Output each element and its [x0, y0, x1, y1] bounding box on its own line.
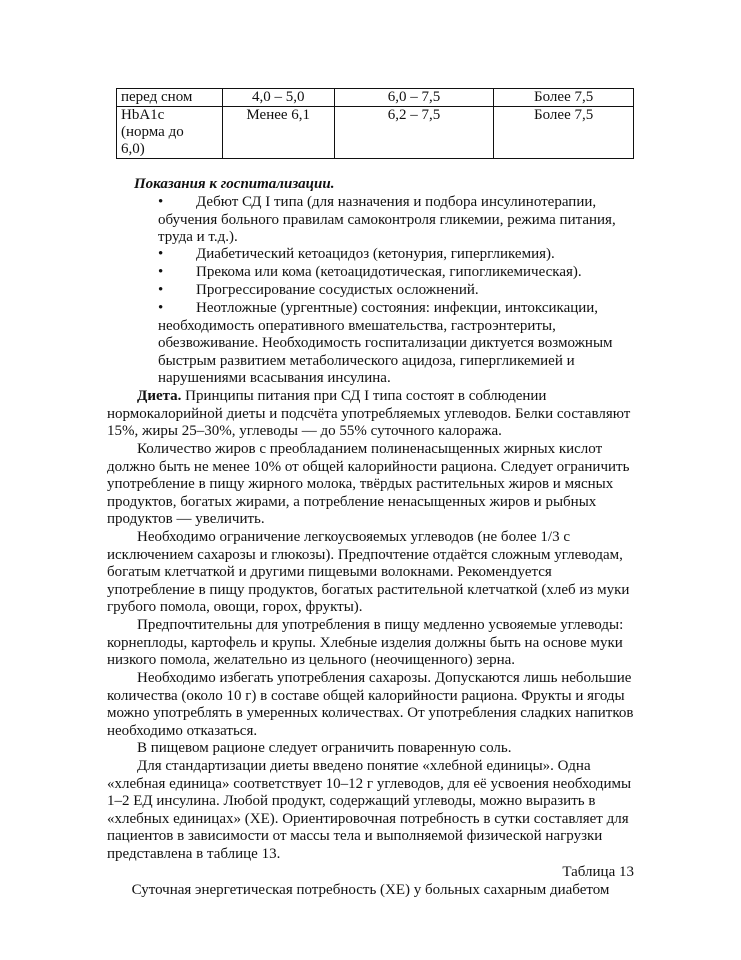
table-cell: перед сном	[117, 89, 223, 107]
paragraph-line: Для стандартизации диеты введено понятие «хлебной единицы». Одна	[137, 758, 591, 774]
list-item	[158, 264, 634, 282]
paragraph-line: употребление в пищу продуктов, богатых растительной клетчаткой (хлеб из муки	[107, 581, 630, 598]
paragraph-line: Необходимо избегать употребления сахарозы. Допускаются лишь небольшие	[137, 670, 632, 686]
table-cell: 6,0 – 7,5	[334, 89, 494, 107]
table-cell: Менее 6,1	[222, 107, 334, 159]
list-item-line: Неотложные (ургентные) состояния: инфекции, интоксикации,	[196, 300, 599, 316]
paragraph-line: исключением сахарозы и глюкозы). Предпочтение отдаётся сложным углеводам,	[107, 546, 623, 563]
paragraph-line: представлена в таблице 13.	[107, 845, 281, 862]
table-cell: 6,2 – 7,5	[334, 107, 494, 159]
list-item-line: Прогрессирование сосудистых осложнений.	[196, 282, 479, 298]
paragraph	[107, 441, 634, 529]
table-cell: Более 7,5	[494, 89, 634, 107]
table-row	[117, 107, 634, 159]
list-item-line: быстрым развитием метаболического ацидоза, гипергликемией и	[158, 352, 575, 369]
paragraph-line: можно употреблять в умеренных количествах. От употребления сладких напитков	[107, 705, 634, 722]
paragraph	[107, 740, 634, 758]
paragraph-line: употребление в пищу жирного молока, твёрдых растительных жиров и мясных	[107, 476, 614, 493]
paragraph	[107, 670, 634, 740]
cell-line: HbA1c	[121, 107, 165, 123]
paragraph-line: богатым клетчаткой и другими пищевыми волокнами. Рекомендуется	[107, 564, 552, 581]
list-item	[158, 194, 634, 247]
paragraph	[107, 758, 634, 864]
paragraph-line: «хлебных единицах» (ХЕ). Ориентировочная потребность в сутки составляет для	[107, 810, 629, 827]
bullet-icon: •	[158, 282, 164, 298]
table-cell: 4,0 – 5,0	[222, 89, 334, 107]
paragraph-line: должно быть не менее 10% от общей калорийности рациона. Следует ограничить	[107, 458, 630, 475]
paragraph-line: необходимо отказаться.	[107, 722, 258, 739]
paragraph-line: Предпочтительны для употребления в пищу медленно усвояемые углеводы:	[137, 617, 624, 633]
paragraph-line: продуктов, богатых жирами, а потребление ненасыщенных жиров и рыбных	[107, 493, 597, 510]
diet-paragraph	[107, 388, 634, 441]
list-item-line: Диабетический кетоацидоз (кетонурия, гипергликемия).	[196, 246, 555, 262]
list-item	[158, 246, 634, 264]
list-item-line: нарушениями всасывания инсулина.	[158, 370, 391, 387]
list-item-line: Прекома или кома (кетоацидотическая, гипогликемическая).	[196, 264, 582, 280]
paragraph	[107, 617, 634, 670]
paragraph-line	[107, 388, 634, 406]
bullet-icon: •	[158, 264, 164, 280]
section-heading: Показания к госпитализации.	[134, 176, 335, 192]
list-item-line: труда и т.д.).	[158, 229, 238, 246]
paragraph-line: Количество жиров с преобладанием полиненасыщенных жирных кислот	[137, 441, 603, 457]
table-cell: Более 7,5	[494, 107, 634, 159]
paragraph-line: количества (около 10 г) в составе общей калорийности рациона. Фрукты и ягоды	[107, 687, 625, 704]
cell-line: (норма до	[121, 124, 184, 140]
bullet-icon: •	[158, 300, 164, 316]
table-row	[117, 89, 634, 107]
paragraph-line: корнеплоды, картофель и крупы. Хлебные изделия должны быть на основе муки	[107, 634, 623, 651]
table-label: Таблица 13	[562, 864, 634, 880]
bullet-icon: •	[158, 246, 164, 262]
cell-line: 6,0)	[121, 141, 145, 157]
paragraph-line: Необходимо ограничение легкоусвояемых углеводов (не более 1/3 с	[137, 529, 570, 545]
paragraph-line: низкого помола, желательно из цельного (неочищенного) зерна.	[107, 652, 516, 669]
bullet-icon: •	[158, 194, 164, 210]
line-text: Принципы питания при СД I типа состоят в соблюдении	[181, 388, 547, 404]
list-item	[158, 300, 634, 388]
list-item	[158, 282, 634, 300]
list-item-line: обезвоживание. Необходимость госпитализации диктуется возможным	[158, 335, 613, 352]
table-cell	[117, 107, 223, 159]
paragraph	[107, 529, 634, 617]
diet-heading: Диета.	[137, 388, 182, 404]
paragraph-line: 15%, жиры 25–30%, углеводы — до 55% суточного калоража.	[107, 423, 502, 440]
paragraph-line: продуктов — увеличить.	[107, 511, 265, 528]
paragraph-line: «хлебная единица» соответствует 10–12 г углеводов, для её усвоения необходимы	[107, 775, 632, 792]
paragraph-line: 1–2 ЕД инсулина. Любой продукт, содержащий углеводы, можно выразить в	[107, 793, 596, 810]
paragraph-line: пациентов в зависимости от массы тела и выполняемой физической нагрузки	[107, 828, 603, 845]
list-item-line: необходимость оперативного вмешательства, гастроэнтериты,	[158, 317, 556, 334]
paragraph-line: В пищевом рационе следует ограничить поваренную соль.	[137, 740, 512, 756]
list-item-line: Дебют СД I типа (для назначения и подбора инсулинотерапии,	[196, 194, 597, 210]
table-caption: Суточная энергетическая потребность (ХЕ) у больных сахарным диабетом	[131, 882, 610, 898]
paragraph-line: грубого помола, овощи, горох, фрукты).	[107, 599, 363, 616]
list-item-line: обучения больного правилам самоконтроля гликемии, режима питания,	[158, 211, 616, 228]
glycemia-table	[116, 88, 634, 159]
paragraph-line: нормокалорийной диеты и подсчёта употребляемых углеводов. Белки составляют	[107, 405, 631, 422]
